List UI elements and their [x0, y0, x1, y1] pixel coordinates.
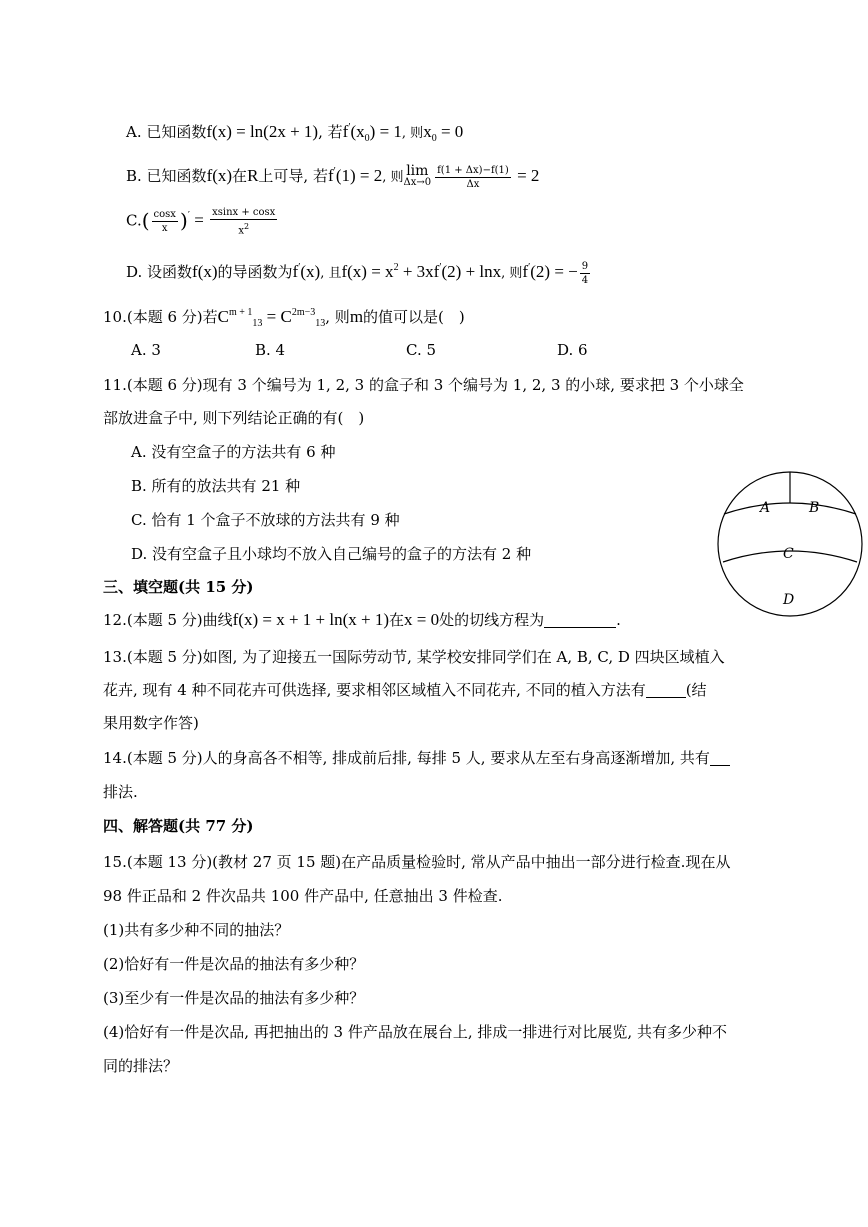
q9-a-eq: ) = 1: [369, 122, 402, 141]
q10-c2-sub: 13: [315, 318, 326, 329]
q9-d-f2: f: [522, 262, 529, 281]
q10-option-c: C. 5: [406, 341, 437, 359]
q11-option-c: C. 恰有 1 个盒子不放球的方法共有 9 种: [131, 511, 400, 529]
q9-a-x: (x: [350, 122, 365, 141]
diagram-upper-arc: [724, 503, 856, 514]
q9-c-rparen: ): [179, 208, 188, 233]
section-3-heading: 三、填空题(共 15 分): [103, 578, 254, 596]
q9-b-expr1: f(x): [206, 166, 233, 185]
q14-answer-blank: [710, 751, 730, 766]
q12-post: 处的切线方程为: [439, 611, 545, 629]
q11-option-b: B. 所有的放法共有 21 种: [131, 477, 301, 495]
q9-d-prime3: ′: [528, 262, 531, 273]
q9-d-frac: [580, 260, 590, 287]
q9-d-expr1: f(x): [192, 262, 218, 281]
q15-line1: 15.(本题 13 分)(教材 27 页 15 题)在产品质量检验时, 常从产品中抽出一部分进行检查.现在从: [103, 853, 731, 871]
q9-option-b: [126, 162, 539, 191]
q10-stem: [103, 303, 465, 334]
q10-eq: = C: [262, 307, 292, 326]
q13-line1: 13.(本题 5 分)如图, 为了迎接五一国际劳动节, 某学校安排同学们在 A, B, C, D 四块区域植入: [103, 648, 725, 666]
q13-answer-blank: [646, 683, 686, 698]
q12: [103, 610, 621, 630]
region-diagram: [716, 470, 864, 618]
q9-d-prime2: ′: [439, 262, 442, 273]
q9-b-tail: = 2: [512, 166, 540, 185]
q9-c-prime: ′: [187, 210, 191, 222]
q12-expr2: x = 0: [404, 610, 440, 629]
q15-sub2: (2)恰好有一件是次品的抽法有多少种？: [103, 955, 365, 973]
q10-option-b: B. 4: [255, 341, 286, 359]
q9-d-expr4: [522, 262, 577, 281]
q9-a-expr1: f(x) = ln(2x + 1): [206, 122, 319, 141]
q9-d-then: , 则: [501, 266, 523, 281]
q14-line1: [103, 748, 730, 768]
q9-a-x0: x: [423, 122, 432, 141]
q9-d-f: f: [292, 262, 299, 281]
q9-a-text: A. 已知函数: [126, 123, 207, 141]
q9-b-mid: 在: [232, 167, 248, 185]
q10-option-d: D. 6: [557, 341, 588, 359]
q10-m: m: [349, 307, 364, 326]
q9-c-den2-sup: 2: [243, 222, 250, 231]
q15-sub4-line1: (4)恰好有一件是次品, 再把抽出的 3 件产品放在展台上, 排成一排进行对比展览, 共有多少种不: [103, 1023, 727, 1041]
region-label-c: C: [783, 546, 794, 562]
q9-d-num: 9: [581, 260, 589, 272]
q9-d-x: (x): [300, 262, 321, 281]
q10-c1: C: [217, 307, 229, 326]
q9-d-rest: (2) + lnx: [441, 262, 502, 281]
q13-line2-tail: (结: [685, 681, 707, 699]
q12-expr1: f(x) = x + 1 + ln(x + 1): [232, 610, 390, 629]
q9-d-3xf: + 3xf: [398, 262, 440, 281]
q15-sub4-line2: 同的排法？: [103, 1057, 179, 1075]
q9-c-frac1: [152, 208, 178, 235]
q9-b-num: f(1 + Δx)−f(1): [437, 164, 509, 176]
q9-c-num1: cosx: [153, 209, 176, 221]
q14-text: 14.(本题 5 分)人的身高各不相等, 排成前后排, 每排 5 人, 要求从左至右身高逐渐增加, 共有: [103, 749, 710, 767]
q9-b-then: , 则: [382, 170, 404, 185]
q9-b-r: R: [247, 166, 259, 185]
section-4-heading: 四、解答题(共 77 分): [103, 817, 254, 835]
q9-d-prime: ′: [298, 262, 301, 273]
q9-c-den2-x: x: [238, 225, 244, 237]
q10-option-a: A. 3: [131, 341, 161, 359]
q9-d-text: D. 设函数: [126, 263, 193, 281]
q9-b-eq: (1) = 2: [335, 166, 383, 185]
q9-c-den1: x: [161, 223, 168, 235]
q9-b-expr3: [328, 166, 382, 185]
q15-line2: 98 件正品和 2 件次品共 100 件产品中, 任意抽出 3 件检查.: [103, 887, 503, 905]
q9-c-eq: =: [190, 210, 209, 230]
q9-c-lparen: (: [141, 208, 150, 233]
q10-c2-sup: 2m−3: [291, 307, 316, 318]
q9-b-den: Δx: [466, 178, 480, 190]
q9-b-fraction: [435, 164, 511, 191]
q13-line2: [103, 680, 707, 700]
q9-b-f: f: [327, 166, 334, 185]
q13-line3: 果用数字作答): [103, 714, 199, 732]
q9-a-prime: ′: [348, 122, 351, 133]
q9-a-then: , 则: [401, 126, 424, 141]
q9-a-expr2: [342, 122, 402, 144]
q9-b-prime: ′: [333, 166, 336, 177]
q10-post2: 的值可以是( ): [363, 308, 465, 326]
q11-option-d: D. 没有空盒子且小球均不放入自己编号的盒子的方法有 2 种: [131, 545, 532, 563]
q9-d-eq: (2) = −: [530, 262, 578, 281]
q9-a-x0val: = 0: [436, 122, 464, 141]
q12-end: .: [616, 611, 621, 629]
q10-post: , 则: [325, 308, 350, 326]
q10-c1-sub: 13: [252, 318, 263, 329]
region-label-b: B: [809, 500, 820, 516]
q9-a-x0sub: 0: [431, 133, 437, 144]
q9-a-expr3: [423, 122, 464, 144]
q9-c-text: C.: [126, 211, 142, 230]
q9-c-frac2: [210, 206, 277, 237]
q11-option-a: A. 没有空盒子的方法共有 6 种: [131, 443, 336, 461]
q9-b-lim: lim: [406, 163, 429, 179]
q9-a-mid: , 若: [318, 123, 343, 141]
q9-d-expr3: [341, 262, 501, 281]
q9-a-sub: 0: [364, 133, 370, 144]
q9-option-d: [126, 258, 592, 287]
q9-d-expr2: [293, 262, 321, 281]
q9-a-f: f: [342, 122, 349, 141]
q13-line2-text: 花卉, 现有 4 种不同花卉可供选择, 要求相邻区域植入不同花卉, 不同的植入方法有: [103, 681, 646, 699]
q11-line2: 部放进盒子中, 则下列结论正确的有( ): [103, 409, 365, 427]
q9-c-num2: xsinx + cosx: [212, 207, 276, 218]
q14-line2: 排法.: [103, 783, 138, 801]
q9-b-limit: [404, 165, 432, 189]
q15-sub1: (1)共有多少种不同的抽法？: [103, 921, 290, 939]
region-label-a: A: [760, 500, 771, 516]
q9-c-den2: [210, 220, 277, 237]
q9-option-a: [126, 118, 463, 149]
q12-text: 12.(本题 5 分)曲线: [103, 611, 233, 629]
q9-d-den: 4: [581, 274, 589, 286]
q9-b-text: B. 已知函数: [126, 167, 207, 185]
q10-c1-sup: m + 1: [228, 307, 253, 318]
q10-expr: [217, 307, 326, 329]
q9-option-c: [126, 206, 279, 237]
q9-d-fx: f(x) = x: [341, 262, 394, 281]
q9-d-sq: 2: [393, 262, 399, 273]
q9-b-lim-sub: Δx→0: [403, 177, 432, 188]
q9-d-and: , 且: [320, 266, 342, 281]
q12-answer-blank: [544, 613, 616, 628]
q9-d-mid: 的导函数为: [217, 263, 293, 281]
q15-sub3: (3)至少有一件是次品的抽法有多少种？: [103, 989, 365, 1007]
q11-line1: 11.(本题 6 分)现有 3 个编号为 1, 2, 3 的盒子和 3 个编号为 1, 2, 3 的小球, 要求把 3 个小球全: [103, 376, 744, 394]
q10-text: 10.(本题 6 分)若: [103, 308, 218, 326]
region-label-d: D: [783, 592, 795, 608]
q12-mid: 在: [389, 611, 405, 629]
q9-b-mid2: 上可导, 若: [258, 167, 328, 185]
